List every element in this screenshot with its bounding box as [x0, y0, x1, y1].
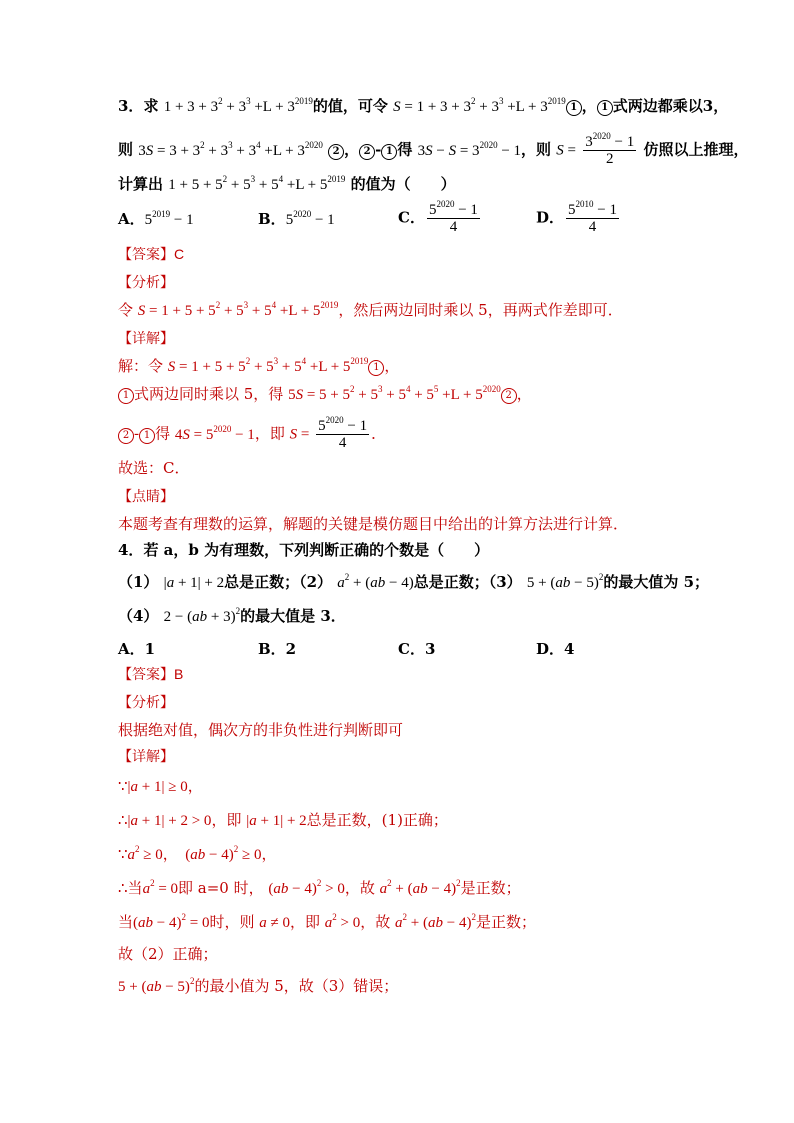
- q4-detail-line-7: 5 + (ab − 5)$^2$的最小值为 5，故（3）错误；: [118, 976, 399, 995]
- q4-option-c: C．3: [398, 640, 436, 658]
- q3-analysis-text: 令 $S = 1 + 5 + 5^2 + 5^3 + 5^4 +L + 5^{2019}$，然后两边同时乘以 5，再两式作差即可．: [118, 300, 623, 319]
- q3-option-b: B．$5^{2020} - 1$: [258, 209, 335, 228]
- q4-option-b: B．2: [258, 640, 297, 658]
- q4-option-a: A．1: [118, 640, 156, 658]
- q4-detail-heading: 【详解】: [118, 749, 174, 765]
- q3-analysis-heading: 【分析】: [118, 275, 174, 291]
- q4-statement-line-1: （1） |a + 1| + 2总是正数；（2） $a^2 + (ab - 4)$总是正数；（3） 5 + (ab − 5)$^2$的最大值为 5；: [118, 572, 710, 591]
- q3-answer: 【答案】C: [118, 246, 185, 263]
- q3-line-3: 计算出 $1 + 5 + 5^2 + 5^3 + 5^4 +L + 5^{2019}$ 的值为（ ）: [118, 174, 456, 193]
- q4-analysis-text: 根据绝对值，偶次方的非负性进行判断即可: [118, 721, 404, 739]
- q3-comment-heading: 【点睛】: [118, 489, 174, 505]
- q4-detail-line-3: $\because a^2 \ge 0$， (ab − 4)$^2$ ≥ 0，: [118, 844, 277, 863]
- q4-answer: 【答案】B: [118, 666, 184, 683]
- q3-comment-text: 本题考查有理数的运算，解题的关键是模仿题目中给出的计算方法进行计算．: [118, 515, 629, 533]
- q3-option-a: A．$5^{2019} - 1$: [118, 209, 194, 228]
- q4-statement-line-2: （4） 2 − (ab + 3)$^2$的最大值是 3．: [118, 606, 346, 625]
- q3-detail-line-3: 2 - 1 得 $4S = 5^{2020} - 1$，即 S = $\frac{5^{2020} - 1}{4}$ ．: [118, 418, 386, 451]
- q4-detail-line-6: 故（2）正确；: [118, 945, 218, 963]
- q3-option-c: C． $\frac{5^{2020} - 1}{4}$: [398, 199, 478, 235]
- q4-detail-line-4: ∴当$a^2 = 0$即 a=0 时， (ab − 4)$^2$ > 0，故 $a^2 + (ab - 4)^2$是正数；: [118, 878, 521, 897]
- q3-detail-heading: 【详解】: [118, 331, 174, 347]
- q3-line-2: 则 $3S = 3 + 3^2 + 3^3 + 3^4 +L + 3^{2020}$ 2 ， 2 - 1 得 $3S - S = 3^{2020} - 1$，则 S = $\frac{3^{2020} - 1}{2}$ 仿照以上推理，: [118, 131, 749, 167]
- q3-detail-line-1: 解：令 $S = 1 + 5 + 5^2 + 5^3 + 5^4 +L + 5^{2019}1$ ，: [118, 356, 400, 375]
- q4-detail-line-5: 当(ab − 4)$^2$ = 0时，则 a ≠ 0，即 $a^2 > 0$，故 $a^2 + (ab - 4)^2$是正数；: [118, 912, 536, 931]
- q3-detail-line-4: 故选：C．: [118, 459, 190, 477]
- q4-analysis-heading: 【分析】: [118, 695, 174, 711]
- q4-option-d: D．4: [536, 640, 575, 658]
- q4-detail-line-2: ∴|a + 1| + 2 > 0，即 |a + 1| + 2总是正数，(1)正确；: [118, 811, 448, 829]
- q3-detail-line-2: 1 式两边同时乘以 5，得 $5S = 5 + 5^2 + 5^3 + 5^4 + 5^5 +L + 5^{2020}2$ ，: [118, 384, 532, 405]
- q3-option-d: D． $\frac{5^{2010} - 1}{4}$: [536, 199, 617, 235]
- q4-detail-line-1: ∵|a + 1| ≥ 0，: [118, 779, 203, 795]
- q4-stem: 4．若 a，b 为有理数，下列判断正确的个数是（ ）: [118, 541, 490, 559]
- q3-line-1: 3．求 $1 + 3 + 3^2 + 3^3 +L + 3^{2019}$的值，可令 $S = 1 + 3 + 3^2 + 3^3 +L + 3^{2019}1$ ， 1 式两边都乘以3，: [118, 96, 729, 115]
